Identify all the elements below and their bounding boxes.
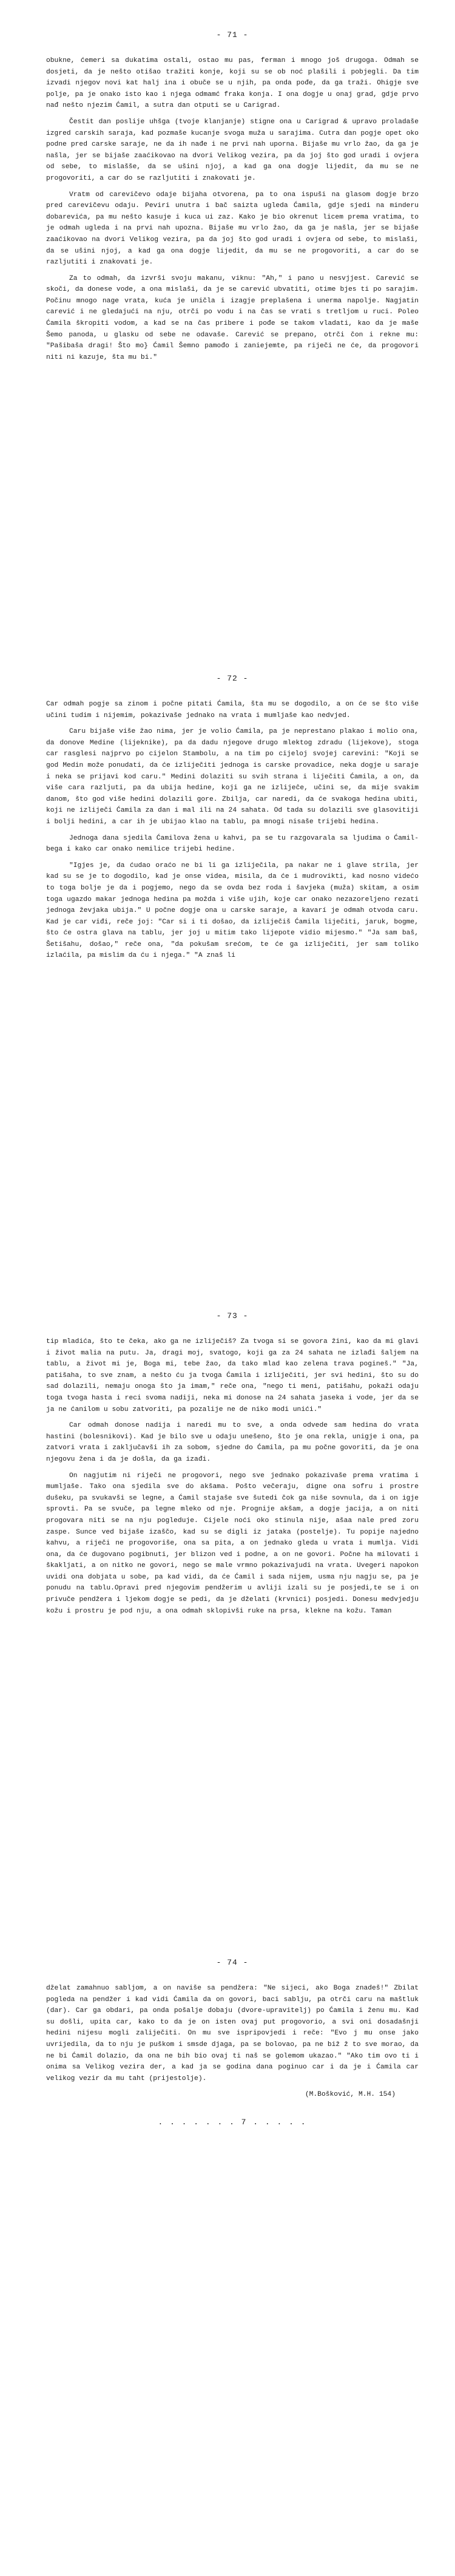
- page-body: [46, 1336, 419, 1617]
- page-74: [0, 1958, 455, 2127]
- source-citation: (M.Bošković, M.H. 154): [305, 2091, 396, 2099]
- paragraph: "Igjes je, da ćudao oraćo ne bi li ga izliječila, pa nakar ne i glave strila, jer kad su se je to dogodilo, kad je onse videa, misila, da će i mudrovikti, kad nosno videćo to toga bolje je da i pogjemo, nego da se ovda bez roda i šavjeka (muža) skitam, a osim toga ugazdo makar jednoga hedina pa možda i više ujih, koje car onako nezazoreljeno rezati jednoga ževjaka ubija." U počne dogje ona u carske saraje, a kavarí je odmah otvoda caru. Kad je car viđi, reče joj: "Car si i ti došao, da izliječiš Ćamila liječiti, jaruk, bogme, što će ostra glava na tablu, jer joj u mitim tako lijepote vidio mijesmo." "Ja sam baš, Šetišahu, došao," reče ona, "da pokušam srećom, te će ga izliječiti, jer sam toliko izlaćila, pa mislim da ću i njega." "A znaš li: [46, 861, 419, 960]
- paragraph: On nagjutim ni riječi ne progovori, nego sve jednako pokazivaše prema vratima i mumljaše. Tako ona sjedila sve do akšama. Pošto večeraju, digne ona sofru i prostre dušeku, pa svukavši se legne, a Ćamil stajaše sve šutedi čok ga niše sovnula, da i on igje sprovti. Pa se svuče, pa legne mleko od nje. Prognije akšam, a dogje jacija, a on niti progovara niti se na nju pogleduje. Cijele noći oko stinula nije, ašaa nale pred zoru zaspe. Sunce ved bijaše izaščo, kad su se digli iz jataka (postelje). Tu popije najedno kahvu, a riječi ne progovoriše, ona sa pita, a on jednako gleda u vrata i mumlja. Vidi ona, da će dugovano pogibnuti, jer blizon ved i podne, a on ne govori. Počne ha milovati i škakljati, a on nitko ne govori, nego se male vrmno pokazivajudi na vrata. Uvegeri napokon uvidi ona dobjata u sobe, pa kad vidi, da će Ćamil i sada nijem, usma nju nagju se, pa je ponudu na tablu.Opravi pred njegovim pendžerim u avliji izali su je posjedi,te se i on privuče pendžera i ljekom dogje se pedi, da je dželati (krvnici) posjedi. Donesu medvjedju kožu i prostru je pod nju, a ona odmah sklopivši ruke na prsa, klekne na kožu. Taman: [46, 1472, 419, 1615]
- page-number: - 73 -: [216, 1311, 249, 1320]
- paragraph: Car odmah donose nadija i naredi mu to sve, a onda odvede sam hedina do vrata hastini (bolesnikovi). Kad je bilo sve u odaju unešeno, što je ona rekla, unigje i ona, pa zatvori vrata i zaključavši ih za sobom, sjedne do Ćamila, pa mu počne govoriti, da je ona njegovu žena i da je došla, da ga izađi.: [46, 1422, 419, 1463]
- paragraph: dželat zamahnuo sabljom, a on naviše sa pendžera: "Ne sijeci, ako Boga znadeš!" Zbilat pogleda na pendžer i kad vidi Ćamila da on govori, baci sablju, pa otrči caru na maštluk (dar). Car ga obdari, pa onda pošalje dobaju (dvore-upravitelj) po Ćamila i ženu mu. Kad su došli, upita car, kako to da je on isten ovaj put progovorio, a svi oni dosadašnji hedini nijesu mogli zaliječiti. On mu sve ispripovjedi i reče: "Evo j mu onse jako uvrijedila, da to nju je puškom i smsde djaga, pa se bolovao, pa ne biž ž to sve morao, da ne bi Ćamil dolazio, da ona ne bih bio ovaj ti naš se golemom ukazao." "Ako tim ovo ti i onima sa Velikog vezira der, a kad ja se godina dana poginuo car i da je i Ćamila car velikog vezir da mu taht (prijestolje).: [46, 1985, 419, 2082]
- paragraph: Jednoga dana sjedila Ćamilova žena u kahvi, pa se tu razgovarala sa ljudima o Ćamil-bega i kako car onako nemilice trijebi hedine.: [46, 834, 419, 854]
- page-number: - 72 -: [216, 674, 249, 683]
- paragraph: Car odmah pogje sa zinom i počne pitati Ćamila, šta mu se dogodilo, a on će se što više učini tudim i nijemim, pokazivaše jednako na vrata i mumljaše kao nedvjed.: [46, 701, 419, 719]
- page-body: [46, 699, 419, 962]
- paragraph: obukne, ćemeri sa dukatima ostali, ostao mu pas, ferman i mnogo još drugoga. Odmah se dosjeti, da je nešto otišao tražiti konje, koji su se ob noć plašili i pobjegli. Da tim izvadi njegov novi kat halj ina i obuče se u njih, pa onda pođe, da ga traži. Ohigje sve polje, pa je onako isto kao i njega odmamć fraka konja. I ona dogje u onaj grad, gdje prvo nađ nešto njezim Ćamil, a sutra dan otputi se u Carigrad.: [46, 57, 419, 110]
- paragraph: Vratm od carevičevo odaje bijaha otvorena, pa to ona ispuši na glasom dogje brzo pred carevičevu odaju. Peviri unutra i bač saizta ugleda Ćamila, gdje sjedi na minderu dobarevića, pa mu nešto kasuje i kuca ui zaz. Kako je bio okrenut licem prema vratima, to je odmah ugleda i na prvi nah upozna. Bijaše mu vrlo žao, da ga je našla, jer se bijaše zaaćikovao na dvori Velikog vezira, pa da joj što god uradi i ovjera od sebe, to mislaši, da se ušini njoj, a kad ga ona dogje lijedit, da mu se ne progovoriti, a car do se razljutiti i znakovati je.: [46, 191, 419, 267]
- page-number: - 74 -: [216, 1958, 249, 1967]
- page-number: - 71 -: [216, 30, 249, 39]
- paragraph: Čestit dan poslije uhšga (tvoje klanjanje) stigne ona u Carigrad & upravo proladaše izgred carskih saraja, kad pozmaše kucanje svoga muža u sarajima. Cutra dan pogje opet oko podne pred carske saraje, ne da ih nađe i ne prvi nah uporna. Bijaše mu vrlo žao, da ga je našla, jer se bijaše zaaćikovao na dvori Velikog vezira, pa da joj što god uradi i ovjera od sebe, to mislašše, da se ušini njoj, a kad ga ona dogje lijedit, da mu se ne progovoriti, a car do se razljutiti i znakovati je.: [46, 118, 419, 182]
- paragraph: Za to odmah, da izvrši svoju makanu, viknu: "Ah," i pano u nesvjjest. Carević se skoči, da donese vode, a ona mislaši, da je se carević ubvatiti, otime bjes ti po sarajim. Počinu mnogo nage vrata, kuća je uničla i izagje preplašena i unerma napolje. Nagjatin carević i ne gledajući na nju, otrči po vodu i na čas se vrati s tretljom u ruci. Poleo Ćamila škropiti vodom, a kad se na čas pribere i pođe se takom vladati, kao da je maše Šemo panoda, u glasku od sebe ne odavaše. Carević se prepano, otrči čon i rekne mu: "Pašibaša dragi! Što mo} Ćamil Šemno pamođo i zaniejemte, pa riječi ne će, da progovori niti ni kazuje, šta mu bi.": [46, 274, 419, 361]
- page-body: [46, 55, 419, 363]
- page-72: [0, 674, 455, 962]
- end-mark: . . . . . . . 7 . . . . .: [158, 2117, 307, 2127]
- paragraph: tip mladića, što te čeka, ako ga ne izliječiš? Za tvoga si se govora žini, kao da mi glavi i život malia na putu. Ja, dragi moj, svatogo, koji ga za 24 sahata ne izlađi šaljem na tablu, a život mi je, Boga mi, tebe žao, da tako mlad kao zelena trava pogineš." "Ja, patišaha, to sve znam, a nešto ću ja tvoga Ćamila i izliječiti, jer svi hedini, što su do sad dolazili, nemaju onoga što ja imam," reče ona, "nego ti meni, patišahu, pokaži odaju toga tvoga hasta i reci svoma nadiji, neka mi donose na 24 sahata jaseka i vode, jer da se ja ne ćanilom u sobu zatvoriti, pa pozalije ne de niko modi unići.": [46, 1338, 419, 1413]
- page-73: [0, 1311, 455, 1617]
- paragraph: Caru bijaše više žao nima, jer je volio Ćamila, pa je neprestano plakao i molio ona, da donove Medine (lijeknike), pa da dadu njegove drugo mlektog zdradu (lijekove), stoga car rasglesi najprvo po cijelon Stambolu, a na tim po cijeloj svojej carevini: "Koji se god Medin može ponudati, da će izliječiti jednoga is carske provadice, neka dogje u saraje i neka se prijavi kod caru." Medini dolaziti su svih strana i liječiti Ćamila, a on, da više cara razljuti, pa da ubija hedine, koji ga ne izlijeĉe, učini se, da mije svakim danom, što god više hedini dolazili gore. Zbilja, car naredi, da će svakoga hedina ubiti, koji ne izliječi Ćamila za dan i mal ili na 24 sahata. Od tada su dolazili sve glasovitiji i bolji hedini, a car ih je ubijao klao na tablu, pa mnogi nisaše trijebi hedina.: [46, 728, 419, 826]
- page-71: [0, 30, 455, 363]
- page-body: [46, 1983, 419, 2084]
